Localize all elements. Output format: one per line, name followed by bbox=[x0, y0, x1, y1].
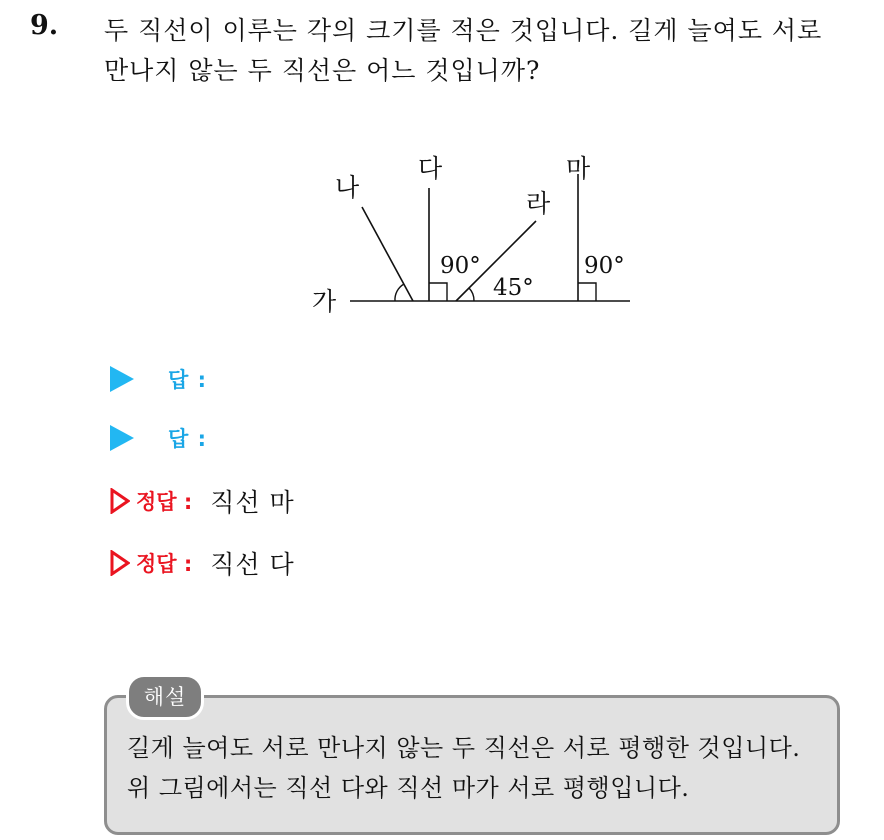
outline-play-icon bbox=[110, 488, 130, 514]
correct-row-1 bbox=[110, 484, 295, 518]
lines-figure bbox=[290, 140, 650, 340]
question-line-1: 두 직선이 이루는 각의 크기를 적은 것입니다. 길게 늘여도 서로 bbox=[104, 16, 823, 45]
explanation-tab: 해설 bbox=[126, 674, 204, 720]
correct-row-2 bbox=[110, 546, 295, 580]
play-icon bbox=[110, 366, 134, 392]
explanation-box bbox=[104, 695, 840, 835]
label-ga: 가 bbox=[312, 287, 337, 316]
question-number: 9. bbox=[30, 10, 59, 41]
lines-diagram bbox=[290, 140, 650, 340]
answer-row-1 bbox=[110, 362, 207, 396]
label-ma: 마 bbox=[566, 154, 591, 183]
play-icon bbox=[110, 425, 134, 451]
explanation-line-2: 위 그림에서는 직선 다와 직선 마가 서로 평행입니다. bbox=[127, 774, 690, 802]
explanation-text bbox=[127, 728, 800, 808]
angle-label-ma: 90° bbox=[584, 253, 625, 279]
correct-label: 정답 : bbox=[136, 490, 193, 514]
angle-arc-ra bbox=[469, 288, 474, 301]
answer-row-2 bbox=[110, 421, 207, 455]
outline-play-icon bbox=[110, 550, 130, 576]
label-na: 나 bbox=[335, 173, 360, 202]
correct-label: 정답 : bbox=[136, 552, 193, 576]
label-ra: 라 bbox=[526, 189, 551, 218]
right-angle-mark-ma bbox=[578, 283, 596, 301]
explanation-line-1: 길게 늘여도 서로 만나지 않는 두 직선은 서로 평행한 것입니다. bbox=[127, 734, 801, 762]
angle-label-ra: 45° bbox=[493, 275, 534, 301]
answer-label: 답 : bbox=[168, 427, 207, 451]
label-da: 다 bbox=[418, 154, 443, 183]
line-na bbox=[362, 207, 413, 301]
question-line-2: 만나지 않는 두 직선은 어느 것입니까? bbox=[104, 56, 541, 85]
correct-value-1: 직선 마 bbox=[210, 488, 295, 517]
correct-value-2: 직선 다 bbox=[210, 550, 295, 579]
answer-label: 답 : bbox=[168, 368, 207, 392]
right-angle-mark-da bbox=[429, 283, 447, 301]
question-text bbox=[104, 11, 874, 91]
angle-arc-na bbox=[395, 284, 404, 301]
angle-label-da: 90° bbox=[440, 253, 481, 279]
